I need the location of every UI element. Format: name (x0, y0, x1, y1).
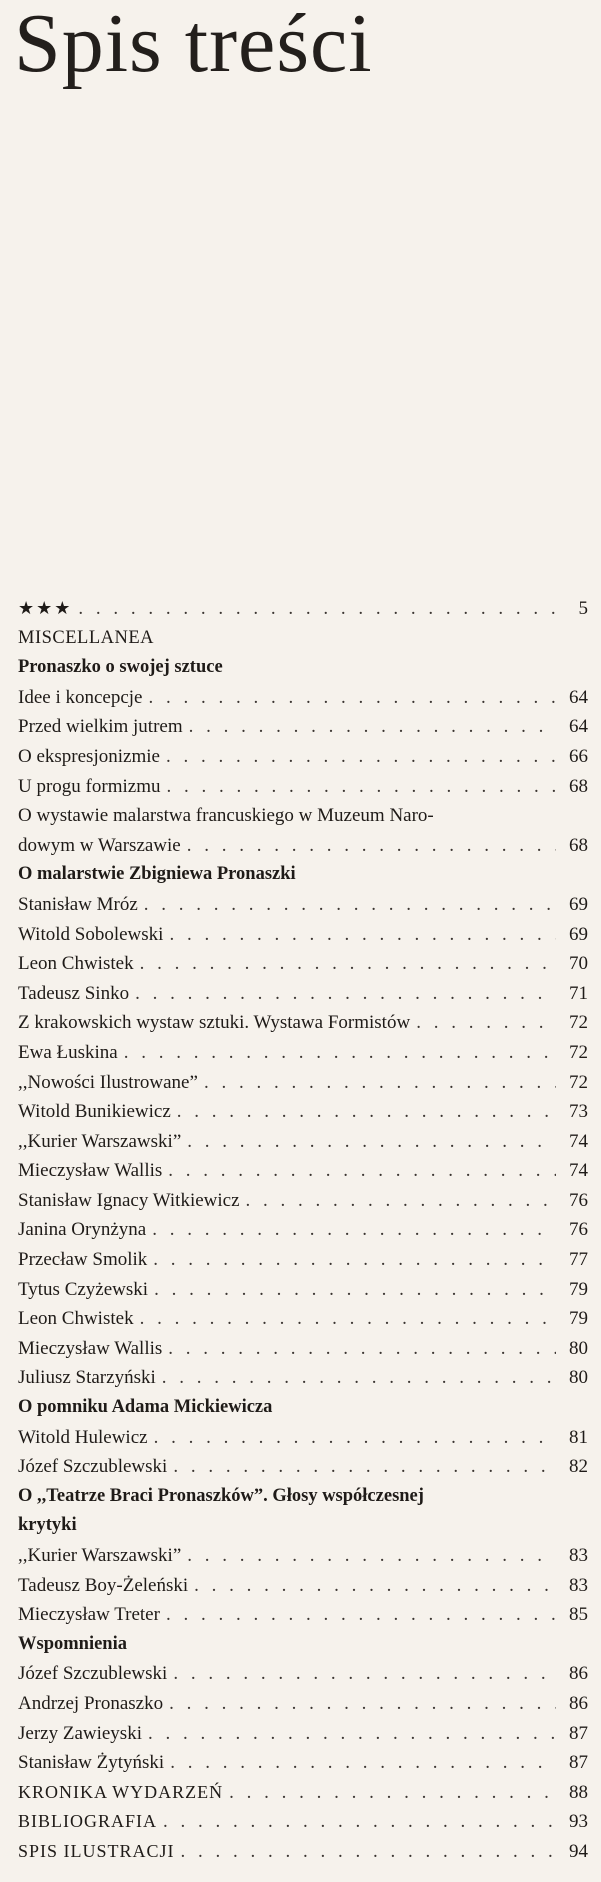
toc-entry-page: 81 (569, 1426, 588, 1448)
toc-entry-label: Juliusz Starzyński (18, 1367, 156, 1389)
toc-entry-label: Tadeusz Sinko (18, 982, 130, 1004)
toc-entry-page: 69 (569, 923, 588, 945)
toc-entry-page: 64 (569, 686, 588, 708)
toc-entry (18, 949, 588, 979)
toc-entry (18, 1600, 588, 1630)
toc-entry-page: 93 (569, 1811, 588, 1833)
toc-entry-label: Ewa Łuskina (18, 1041, 118, 1063)
toc-entry-page: 87 (569, 1752, 588, 1774)
toc-entry-label: Mieczysław Treter (18, 1604, 160, 1626)
leader-dots (229, 1778, 556, 1808)
toc-entry (18, 979, 588, 1009)
toc-entry-page: 72 (569, 1041, 588, 1063)
toc-entry-page: 79 (569, 1278, 588, 1300)
leader-dots (170, 1748, 556, 1778)
leader-dots (166, 772, 556, 802)
toc-entry (18, 712, 588, 742)
toc-entry (18, 1748, 588, 1778)
toc-entry-page: 86 (569, 1663, 588, 1685)
leader-dots (187, 831, 556, 861)
leader-dots (135, 979, 556, 1009)
leader-dots (148, 683, 556, 713)
leader-dots (204, 1068, 556, 1098)
section-heading: Wspomnienia (18, 1633, 127, 1654)
section-heading: O ,,Teatrze Braci Pronaszków”. Głosy współczesnej (18, 1485, 424, 1506)
toc-entry-page: 86 (569, 1692, 588, 1714)
toc-entry-page: 72 (569, 1012, 588, 1034)
section-heading: Pronaszko o swojej sztuce (18, 657, 223, 678)
toc-entry-line1: O wystawie malarstwa francuskiego w Muzeum Naro- (18, 805, 434, 827)
toc-entry-label: ,,Nowości Ilustrowane” (18, 1071, 198, 1093)
toc-entry-label: Stanisław Mróz (18, 893, 138, 915)
toc-entry-label: Witold Sobolewski (18, 923, 164, 945)
section-miscellanea: MISCELLANEA (18, 627, 155, 648)
toc-entry-page: 87 (569, 1722, 588, 1744)
toc-entry (18, 1275, 588, 1305)
toc-entry (18, 1363, 588, 1393)
toc-entry (18, 1215, 588, 1245)
toc-entry-label: Janina Orynżyna (18, 1219, 147, 1241)
toc-entry (18, 683, 588, 713)
toc-entry (18, 920, 588, 950)
toc-entry-label: Witold Bunikiewicz (18, 1101, 171, 1123)
table-of-contents (18, 594, 588, 1867)
leader-dots (168, 1334, 556, 1364)
toc-entry (18, 1186, 588, 1216)
leader-dots (148, 1719, 556, 1749)
toc-entry-label: Tytus Czyżewski (18, 1278, 149, 1300)
toc-entry-page: 72 (569, 1071, 588, 1093)
toc-entry-label: U progu formizmu (18, 775, 161, 797)
toc-entry-bibliografia (18, 1807, 588, 1837)
leader-dots (173, 1659, 556, 1689)
leader-dots (78, 594, 556, 624)
toc-entry-page: 79 (569, 1308, 588, 1330)
toc-entry-label: BIBLIOGRAFIA (18, 1811, 158, 1832)
toc-entry-page: 94 (569, 1840, 588, 1862)
toc-entry-spis-ilustracji (18, 1837, 588, 1867)
leader-dots (152, 1215, 556, 1245)
toc-entry-page: 74 (569, 1130, 588, 1152)
toc-entry (18, 1689, 588, 1719)
toc-entry-page: 77 (569, 1249, 588, 1271)
leader-dots (166, 742, 556, 772)
section-heading: O malarstwie Zbigniewa Pronaszki (18, 864, 296, 885)
toc-entry-label: KRONIKA WYDARZEŃ (18, 1781, 224, 1802)
leader-dots (154, 1275, 556, 1305)
toc-entry-label: ,,Kurier Warszawski” (18, 1545, 182, 1566)
toc-entry-page: 85 (569, 1604, 588, 1626)
leader-dots (140, 949, 556, 979)
toc-entry-label: Stanisław Żytyński (18, 1752, 165, 1774)
toc-entry (18, 1452, 588, 1482)
page-title: Spis treści (14, 0, 373, 90)
toc-entry (18, 1571, 588, 1601)
toc-entry-label: Witold Hulewicz (18, 1426, 148, 1448)
leader-dots (416, 1008, 556, 1038)
toc-entry-label: Józef Szczublewski (18, 1663, 168, 1685)
toc-entry-page: 76 (569, 1189, 588, 1211)
toc-entry (18, 1659, 588, 1689)
leader-dots (144, 890, 556, 920)
toc-entry (18, 1068, 588, 1098)
leader-dots (187, 1541, 556, 1571)
toc-entry-label: Andrzej Pronaszko (18, 1692, 164, 1714)
toc-entry-label: ,,Kurier Warszawski” (18, 1130, 182, 1152)
toc-entry-page: 68 (569, 834, 588, 856)
toc-entry-kronika (18, 1778, 588, 1808)
leader-dots (187, 1127, 556, 1157)
toc-entry-stars (18, 594, 588, 624)
toc-entry (18, 1541, 588, 1571)
leader-dots (162, 1363, 556, 1393)
toc-entry-label: Leon Chwistek (18, 953, 134, 975)
toc-entry-page: 88 (569, 1781, 588, 1803)
toc-entry (18, 1245, 588, 1275)
leader-dots (181, 1837, 556, 1867)
toc-entry-page: 69 (569, 893, 588, 915)
toc-entry-label: SPIS ILUSTRACJI (18, 1840, 175, 1861)
toc-entry-label: Józef Szczublewski (18, 1456, 168, 1478)
toc-entry (18, 1304, 588, 1334)
leader-dots (154, 1423, 556, 1453)
toc-entry (18, 1097, 588, 1127)
toc-entry (18, 742, 588, 772)
leader-dots (166, 1600, 556, 1630)
leader-dots (194, 1571, 556, 1601)
toc-entry (18, 772, 588, 802)
toc-entry (18, 831, 588, 861)
toc-entry-label: ★★★ (18, 598, 73, 618)
toc-entry-label: Jerzy Zawieyski (18, 1722, 142, 1744)
toc-entry-page: 80 (569, 1367, 588, 1389)
toc-entry-page: 70 (569, 953, 588, 975)
toc-entry-page: 64 (569, 716, 588, 738)
section-heading: O pomniku Adama Mickiewicza (18, 1397, 273, 1418)
toc-entry (18, 890, 588, 920)
leader-dots (173, 1452, 556, 1482)
toc-entry (18, 1719, 588, 1749)
toc-entry-label: Mieczysław Wallis (18, 1337, 163, 1359)
toc-entry-page: 74 (569, 1160, 588, 1182)
toc-entry-label: Stanisław Ignacy Witkiewicz (18, 1189, 240, 1211)
toc-entry-label: Mieczysław Wallis (18, 1160, 163, 1182)
leader-dots (140, 1304, 556, 1334)
toc-entry (18, 1423, 588, 1453)
leader-dots (169, 920, 556, 950)
toc-entry (18, 1127, 588, 1157)
toc-entry-page: 82 (569, 1456, 588, 1478)
toc-entry-label: Tadeusz Boy-Żeleński (18, 1574, 189, 1596)
toc-entry-label: Przed wielkim jutrem (18, 716, 183, 738)
leader-dots (124, 1038, 556, 1068)
toc-entry-label: dowym w Warszawie (18, 834, 181, 856)
toc-entry-label: O ekspresjonizmie (18, 745, 160, 767)
toc-entry-label: Przecław Smolik (18, 1249, 148, 1271)
toc-entry-page: 68 (569, 775, 588, 797)
leader-dots (153, 1245, 556, 1275)
leader-dots (189, 712, 556, 742)
toc-entry-label: Z krakowskich wystaw sztuki. Wystawa Formistów (18, 1012, 411, 1034)
leader-dots (177, 1097, 556, 1127)
toc-entry-page: 5 (578, 598, 588, 619)
toc-entry-page: 73 (569, 1101, 588, 1123)
toc-entry-page: 76 (569, 1219, 588, 1241)
toc-entry-label: Leon Chwistek (18, 1308, 134, 1330)
toc-entry-page: 66 (569, 745, 588, 767)
toc-entry (18, 1156, 588, 1186)
leader-dots (163, 1807, 556, 1837)
toc-entry (18, 1334, 588, 1364)
toc-entry-page: 83 (569, 1574, 588, 1596)
toc-entry (18, 1008, 588, 1038)
leader-dots (168, 1156, 556, 1186)
toc-entry (18, 1038, 588, 1068)
toc-entry-page: 71 (569, 982, 588, 1004)
toc-entry-page: 83 (569, 1545, 588, 1566)
toc-entry-label: Idee i koncepcje (18, 686, 143, 708)
section-heading-continued: krytyki (18, 1515, 77, 1536)
toc-entry-page: 80 (569, 1337, 588, 1359)
leader-dots (246, 1186, 556, 1216)
leader-dots (169, 1689, 556, 1719)
